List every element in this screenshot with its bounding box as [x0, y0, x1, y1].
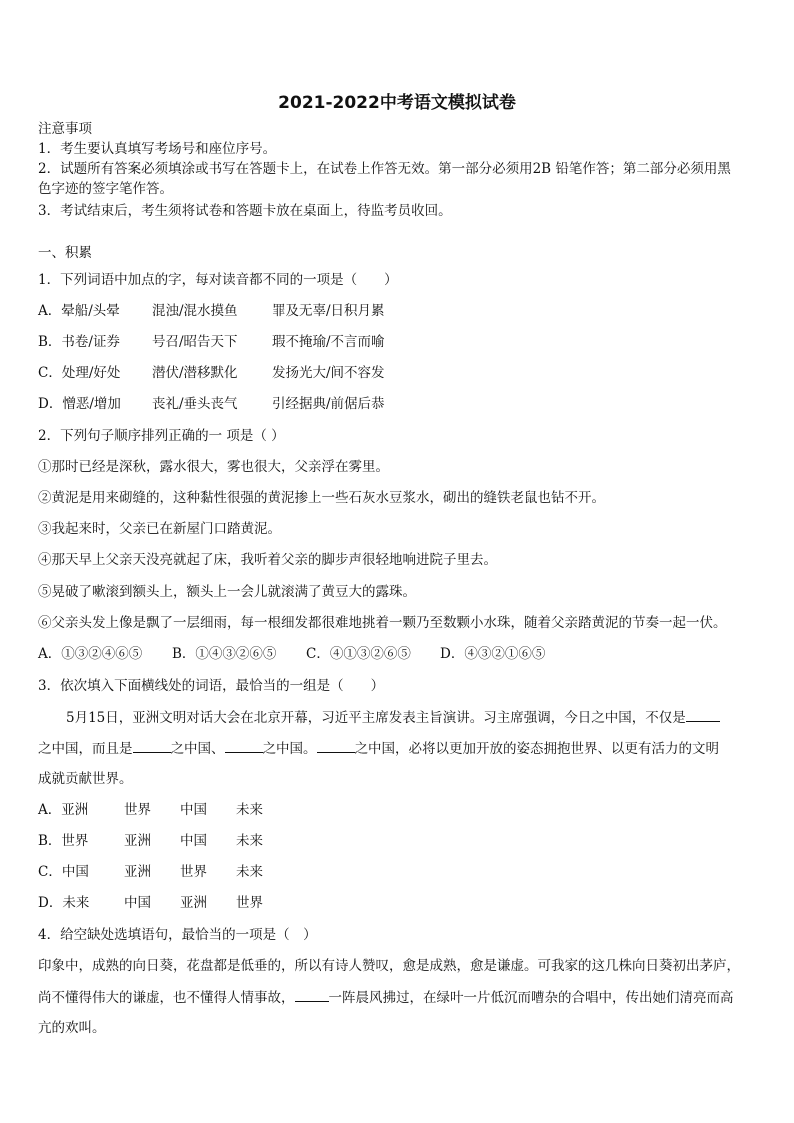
passage-text: 之中国，而且是: [38, 741, 133, 757]
option-word: 未来: [236, 864, 263, 880]
question-stem: 4．给空缺处选填语句，最恰当的一项是（ ）: [38, 927, 317, 943]
option-word: 中国: [124, 895, 151, 911]
blank: [133, 739, 171, 753]
sentence: ⑤晃破了嗽滚到额头上，额头上一会儿就滚满了黄豆大的露珠。: [38, 584, 416, 600]
blank: [317, 739, 355, 753]
question-stem: 2．下列句子顺序排列正确的一 项是（ ）: [38, 428, 285, 444]
passage-line: [38, 988, 734, 1007]
page-title: 2021-2022中考语文模拟试卷: [278, 93, 516, 113]
passage-text: 尚不懂得伟大的谦虚，也不懂得人情事故，: [38, 990, 295, 1006]
passage-text: 之中国，必将以更加开放的姿态拥抱世界、以更有活力的文明: [354, 741, 719, 757]
option-label: C．处理/好处: [38, 365, 121, 381]
option-word: 亚洲: [180, 895, 207, 911]
question-stem: 1．下列词语中加点的字，每对读音都不同的一项是（ ）: [38, 272, 398, 288]
option-word: 世界: [180, 864, 207, 880]
passage-line: 亢的欢叫。: [38, 1020, 106, 1036]
sentence: ②黄泥是用来砌缝的，这种黏性很强的黄泥掺上一些石灰水豆浆水，砌出的缝铁老鼠也钻不开。: [38, 490, 605, 506]
option-word: 潜伏/潜移默化: [152, 365, 238, 381]
option-row: [38, 395, 385, 413]
sentence: ①那时已经是深秋，露水很大，雾也很大，父亲浮在雾里。: [38, 459, 389, 475]
passage-line: 成就贡献世界。: [38, 771, 133, 787]
option-word: 罪及无辜/日积月累: [272, 303, 385, 319]
option-label: D．憎恶/增加: [38, 396, 121, 412]
option-row: [38, 863, 263, 881]
option-word: 世界: [236, 895, 263, 911]
notice-item: 3．考试结束后，考生须将试卷和答题卡放在桌面上，待监考员收回。: [38, 203, 452, 219]
option-word: 瑕不掩瑜/不言而喻: [272, 334, 385, 350]
sentence: ③我起来时，父亲已在新屋门口踏黄泥。: [38, 521, 281, 537]
option-label: B．书卷/证券: [38, 334, 120, 350]
option-word: 混浊/混水摸鱼: [152, 303, 238, 319]
option-row: [38, 364, 385, 382]
option-word: 未来: [236, 802, 263, 818]
option: C．④①③②⑥⑤: [306, 646, 411, 662]
option-row: [38, 894, 263, 912]
option-word: 亚洲: [124, 864, 151, 880]
option-row: [38, 333, 385, 351]
passage-text: 5月15日，亚洲文明对话大会在北京开幕，习近平主席发表主旨演讲。习主席强调，今日之中国，不仅是: [66, 710, 686, 726]
notice-item: 2．试题所有答案必须填涂或书写在答题卡上，在试卷上作答无效。第一部分必须用2B 铅笔作答；第二部分必须用黑: [38, 161, 731, 177]
option: A．①③②④⑥⑤: [38, 646, 143, 662]
notice-heading: 注意事项: [38, 121, 92, 137]
option-word: 发扬光大/间不容发: [272, 365, 385, 381]
passage-text: 一阵晨风拂过，在绿叶一片低沉而嘈杂的合唱中，传出她们清亮而高: [328, 990, 734, 1006]
option-row: [38, 832, 263, 850]
sentence: ⑥父亲头发上像是飘了一层细雨，每一根细发都很难地挑着一颗乃至数颗小水珠，随着父亲踏黄泥的节奏一起一伏。: [38, 615, 727, 631]
option-label: A．亚洲: [38, 802, 89, 818]
passage-line: [38, 739, 719, 758]
blank: [295, 988, 329, 1002]
option-row: [38, 645, 545, 663]
passage-line: [66, 708, 720, 727]
blank: [225, 739, 263, 753]
option: B．①④③②⑥⑤: [172, 646, 277, 662]
passage-text: 之中国。: [262, 741, 317, 757]
option-label: D．未来: [38, 895, 90, 911]
section-heading: 一、积累: [38, 245, 92, 261]
option-word: 号召/昭告天下: [152, 334, 238, 350]
question-stem: 3．依次填入下面横线处的词语，最恰当的一组是（ ）: [38, 678, 385, 694]
option: D．④③②①⑥⑤: [440, 646, 546, 662]
passage-line: 印象中，成熟的向日葵，花盘都是低垂的，所以有诗人赞叹，愈是成熟，愈是谦虚。可我家的这几株向日葵初出茅庐，: [38, 958, 740, 974]
option-word: 引经据典/前倨后恭: [272, 396, 385, 412]
notice-item: 色字迹的签字笔作答。: [38, 181, 173, 197]
option-label: B．世界: [38, 833, 89, 849]
option-word: 世界: [124, 802, 151, 818]
blank: [686, 708, 720, 722]
option-word: 中国: [180, 833, 207, 849]
option-label: C．中国: [38, 864, 89, 880]
option-word: 未来: [236, 833, 263, 849]
option-label: A．晕船/头晕: [38, 303, 120, 319]
option-word: 亚洲: [124, 833, 151, 849]
option-word: 中国: [180, 802, 207, 818]
passage-text: 之中国、: [170, 741, 225, 757]
option-word: 丧礼/垂头丧气: [152, 396, 238, 412]
option-row: [38, 302, 385, 320]
option-row: [38, 801, 263, 819]
sentence: ④那天早上父亲天没亮就起了床，我听着父亲的脚步声很轻地响进院子里去。: [38, 552, 497, 568]
notice-item: 1．考生要认真填写考场号和座位序号。: [38, 141, 277, 157]
